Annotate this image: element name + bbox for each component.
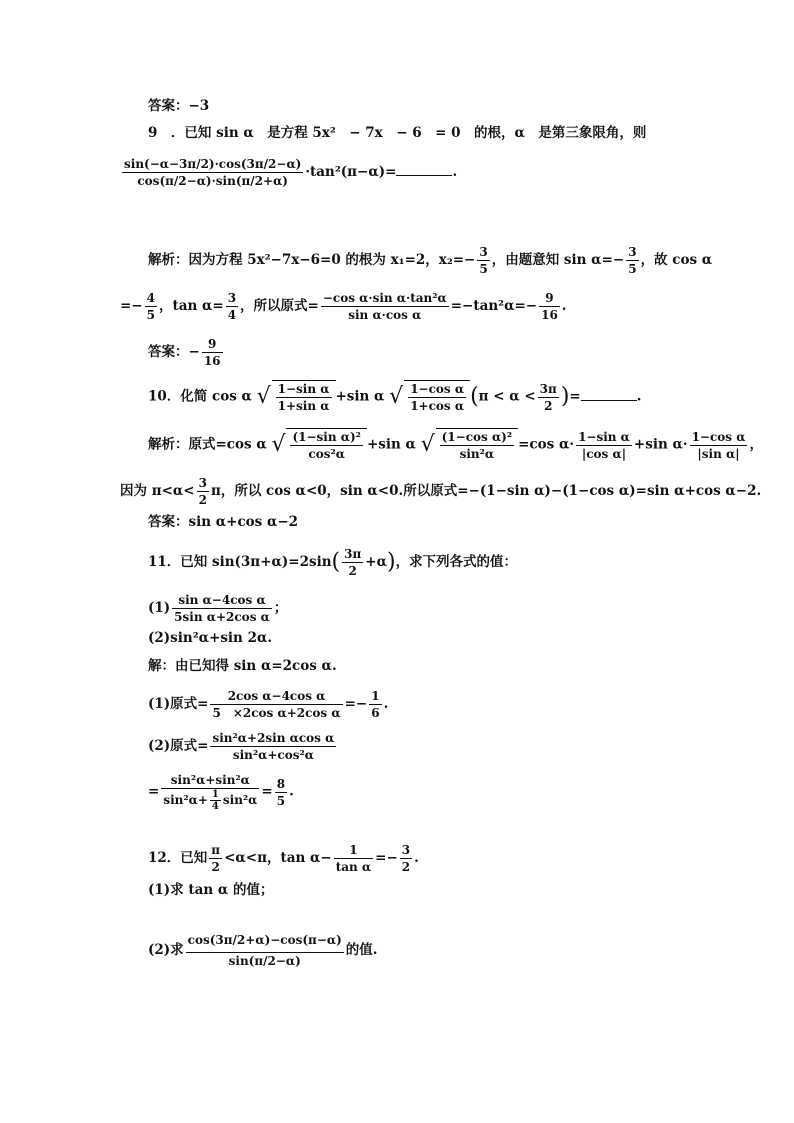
q10-solution-line2: 因为 π<α< $\frac{3}{2}$ π，所以 cos α<0，sin α<0.所以原式=−(1−sin α)−(1−cos α)=sin α+cos α−2.: [120, 476, 762, 507]
question-11: 11．已知 sin(3π+α)=2sin( $\frac{3\pi}{2}$ +α)，求下列各式的值：: [148, 547, 518, 578]
answer-9: 答案：− $\frac{9}{16}$: [148, 337, 221, 368]
question-10: 10．化简 cos α √ $\frac{\text{1−sin α}}{\text{1+sin α}}$ +sin α √ $\frac{\text{1−cos α}}{\text{1+cos α}}$ (π < α < $\frac{3\pi}{2}$ )= .: [148, 381, 642, 413]
q11-solution-1: (1)原式= $\frac{\text{2cos α−4cos α}}{\text{5 ×2cos α+2cos α}}$ =− $\frac{1}{6}$ .: [148, 689, 389, 720]
q11-solution-3: = sin²α+sin²α sin²α+ $\frac{1}{4}$ sin²α = $\frac{8}{5}$ .: [148, 773, 294, 812]
question-9-intro: 9 ．已知 sin α 是方程 5x² − 7x − 6 = 0 的根，α 是第三象限角，则: [148, 125, 647, 141]
answer-10: 答案：sin α+cos α−2: [148, 514, 299, 530]
q12-part2: (2)求 $\frac{\cos(3\pi/2+\alpha)-\cos(\pi-\alpha)}{\sin(\pi/2-\alpha)}$ 的值.: [148, 933, 378, 968]
q11-part1: (1) $\frac{\text{sin α−4cos α}}{\text{5sin α+2cos α}}$ ；: [148, 593, 288, 624]
q11-solution-intro: 解：由已知得 sin α=2cos α.: [148, 658, 337, 674]
q11-part2: (2)sin²α+sin 2α.: [148, 630, 273, 646]
q9-solution-line1: 解析：因为方程 5x²−7x−6=0 的根为 x₁=2，x₂=− $\frac{3}{5}$ ，由题意知 sin α=− $\frac{3}{5}$ ，故 cos α: [148, 245, 713, 276]
q9-solution-line2: =− $\frac{4}{5}$ ，tan α= $\frac{3}{4}$ ，所以原式= $\frac{\text{−cos α·sin α·tan²α}}{\text{sin α·cos α}}$ =−tan²α=− $\frac{9}{16}$ .: [120, 291, 567, 322]
q9-fraction: $\frac{\sin(-\alpha-3\pi/2)\cdot\cos(3\pi/2-\alpha)}{\cos(\pi/2-\alpha)\cdot\sin(\pi/2+\alpha)}$: [124, 157, 302, 188]
q12-part1: (1)求 tan α 的值；: [148, 882, 274, 898]
q9-answer-blank: [396, 163, 452, 176]
q11-solution-2: (2)原式= $\frac{\text{sin²α+2sin αcos α}}{\text{sin²α+cos²α}}$: [148, 731, 335, 762]
answer-8: 答案：−3: [148, 98, 210, 114]
question-12: 12．已知 $\frac{\pi}{2}$ <α<π，tan α− $\frac{1}{\text{tan α}}$ =− $\frac{3}{2}$ .: [148, 843, 419, 874]
q10-answer-blank: [581, 388, 637, 401]
question-9-expression: $\frac{\sin(-\alpha-3\pi/2)\cdot\cos(3\pi/2-\alpha)}{\cos(\pi/2-\alpha)\cdot\sin(\pi/2+\alpha)}$ ·tan²(π−α)= .: [124, 157, 458, 188]
q10-solution-line1: 解析：原式=cos α √ $\frac{\text{(1−sin α)²}}{\text{cos²α}}$ +sin α √ $\frac{\text{(1−cos α)²}}{\text{sin²α}}$ =cos α· $\frac{\text{1−sin α}}{\text{|cos α|}}$ +sin α· $\frac{\text{1−cos α}}{\text{|sin α|}}$ ，: [148, 429, 763, 461]
